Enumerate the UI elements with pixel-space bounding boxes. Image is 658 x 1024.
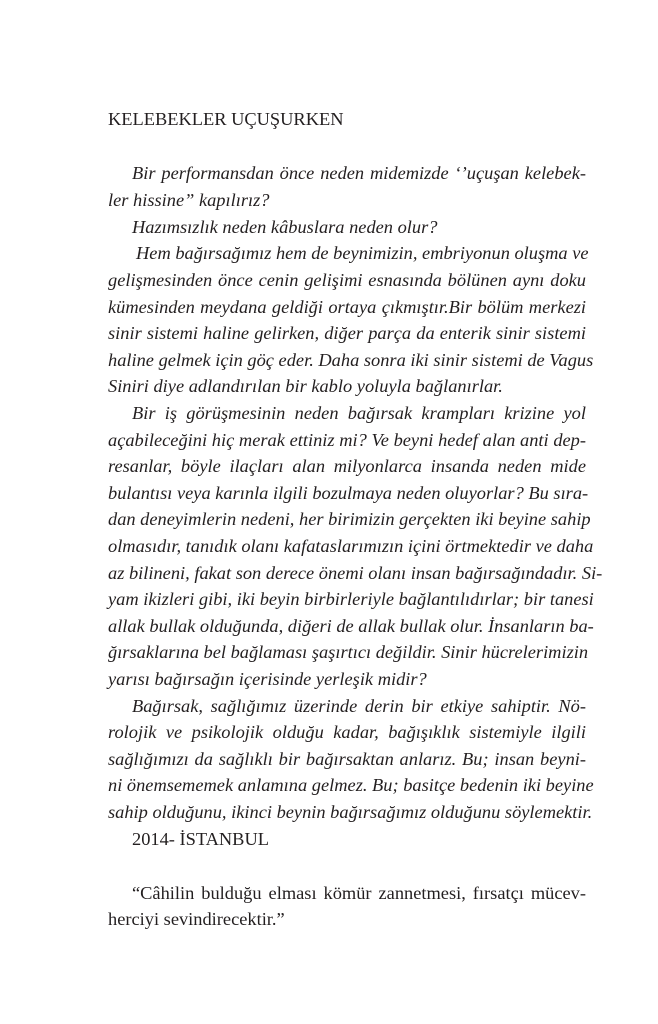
text-line: az bilineni, fakat son derece önemi olanı insan bağırsağındadır. Si- [108, 563, 603, 583]
text-line: resanlar, böyle ilaçları alan milyonlarca insanda neden mide [108, 456, 586, 476]
text-line: haline gelmek için göç eder. Daha sonra iki sinir sistemi de Vagus [108, 350, 594, 370]
text-line: bulantısı veya karınla ilgili bozulmaya neden oluyorlar? Bu sıra- [108, 483, 589, 503]
quote-line: herciyi sevindirecektir.” [108, 909, 285, 929]
text-line: Bir performansdan önce neden midemizde ‘’uçuşan kelebek- [132, 163, 586, 183]
text-line: gelişmesinden önce cenin gelişimi esnasında bölünen aynı doku [108, 270, 586, 290]
text-line: ğırsaklarına bel bağlaması şaşırtıcı değildir. Sinir hücrelerimizin [108, 642, 589, 662]
text-line: açabileceğini hiç merak ettiniz mi? Ve beyni hedef alan anti dep- [108, 430, 586, 450]
chapter-title: KELEBEKLER UÇUŞURKEN [108, 109, 344, 129]
text-line: Siniri diye adlandırılan bir kablo yoluyla bağlanırlar. [108, 376, 503, 396]
text-line: Bağırsak, sağlığımız üzerinde derin bir etkiye sahiptir. Nö- [132, 696, 586, 716]
quote-line: “Câhilin bulduğu elması kömür zannetmesi, fırsatçı mücev- [132, 883, 586, 903]
text-line: Bir iş görüşmesinin neden bağırsak krampları krizine yol [132, 403, 586, 423]
text-line: Hazımsızlık neden kâbuslara neden olur? [132, 217, 438, 237]
text-line: ler hissine” kapılırız? [108, 190, 270, 210]
text-line: olmasıdır, tanıdık olanı kafataslarımızın içini örtmektedir ve daha [108, 536, 594, 556]
text-line: yam ikizleri gibi, iki beyin birbirleriyle bağlantılıdırlar; bir tanesi [108, 589, 594, 609]
date-place-signature: 2014- İSTANBUL [132, 829, 269, 849]
text-line: sağlığımızı da sağlıklı bir bağırsaktan anlarız. Bu; insan beyni- [108, 749, 586, 769]
text-line: Hem bağırsağımız hem de beynimizin, embriyonun oluşma ve [136, 243, 589, 263]
text-line: allak bullak olduğunda, diğeri de allak bullak olur. İnsanların ba- [108, 616, 594, 636]
text-line: rolojik ve psikolojik olduğu kadar, bağışıklık sistemiyle ilgili [108, 722, 586, 742]
text-line: sahip olduğunu, ikinci beynin bağırsağımız olduğunu söylemektir. [108, 802, 593, 822]
text-line: yarısı bağırsağın içerisinde yerleşik midir? [108, 669, 427, 689]
text-line: dan deneyimlerin nedeni, her birimizin gerçekten iki beyine sahip [108, 509, 591, 529]
text-line: kümesinden meydana geldiği ortaya çıkmıştır.Bir bölüm merkezi [108, 297, 586, 317]
text-line: sinir sistemi haline gelirken, diğer parça da enterik sinir sistemi [108, 323, 586, 343]
text-line: ni önemsememek anlamına gelmez. Bu; basitçe bedenin iki beyine [108, 775, 594, 795]
